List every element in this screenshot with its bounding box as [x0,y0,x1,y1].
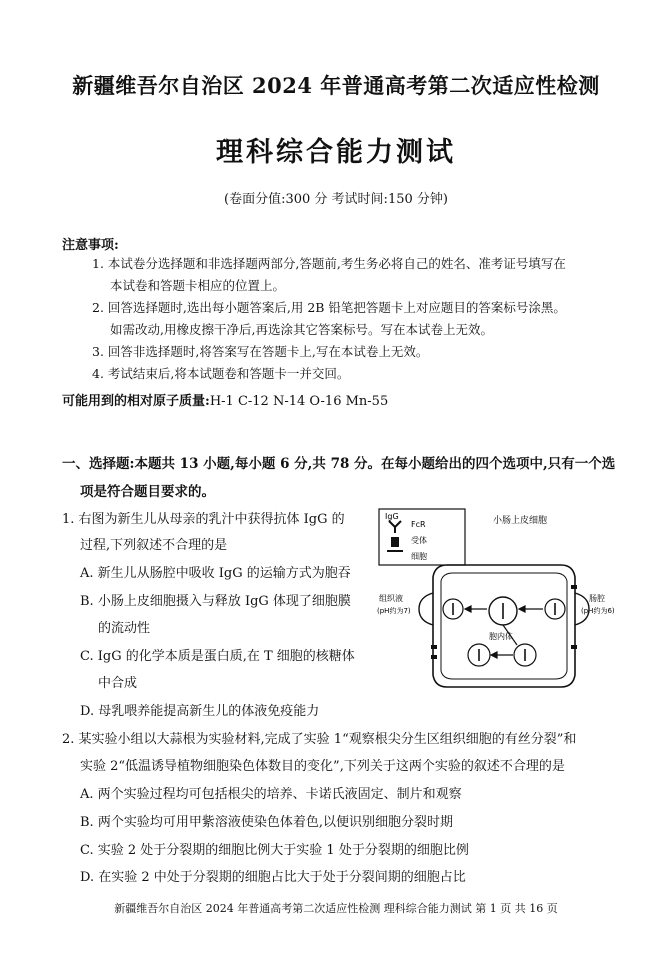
atomic-masses [62,390,388,409]
section-heading: 一、选择题:本题共 13 小题,每小题 6 分,共 78 分。在每小题给出的四个选项中,只有一个选 [62,456,616,472]
tissue-fluid-label: 组织液 [379,594,403,603]
notice-line: 2. 回答选择题时,选出每小题答案后,用 2B 铅笔把答题卡上对应题目的答案标号涂黑。 [92,300,566,315]
cell-label: 小肠上皮细胞 [493,516,548,526]
q1-option-c: C. IgG 的化学本质是蛋白质,在 T 细胞的核糖体 [80,649,355,664]
q1-option-b: B. 小肠上皮细胞摄入与释放 IgG 体现了细胞膜 [80,594,351,609]
q2-stem-cont: 实验 2“低温诱导植物细胞染色体数目的变化”,下列关于这两个实验的叙述不合理的是 [80,759,565,774]
exam-title: 新疆维吾尔自治区 2024 年普通高考第二次适应性检测 [72,73,600,98]
legend-igg: IgG [385,512,399,521]
legend-receptor: 受体 [411,536,427,545]
legend-fcr: FcR [411,520,426,529]
atomic-masses-values: H-1 C-12 N-14 O-16 Mn-55 [209,394,389,409]
q1-option-c-cont: 中合成 [98,676,138,691]
legend-cell: 细胞 [411,552,427,561]
release-vesicle [419,593,433,625]
q1-option-a: A. 新生儿从肠腔中吸收 IgG 的运输方式为胞吞 [80,566,351,581]
notice-line: 如需改动,用橡皮擦干净后,再选涂其它答案标号。写在本试卷上无效。 [110,322,493,337]
q2-option-b: B. 两个实验均可用甲紫溶液使染色体着色,以便识别细胞分裂时期 [80,815,453,830]
q2-option-c: C. 实验 2 处于分裂期的细胞比例大于实验 1 处于分裂期的细胞比例 [80,843,469,858]
exam-info: (卷面分值:300 分 考试时间:150 分钟) [224,192,448,207]
q1-stem: 1. 右图为新生儿从母亲的乳汁中获得抗体 IgG 的 [62,512,345,527]
igg-transport-figure [375,505,630,705]
q1-stem-cont: 过程,下列叙述不合理的是 [80,538,228,553]
notice-line: 4. 考试结束后,将本试题卷和答题卡一并交回。 [92,366,350,381]
q2-option-a: A. 两个实验过程均可包括根尖的培养、卡诺氏液固定、制片和观察 [80,787,462,802]
q1-option-d: D. 母乳喂养能提高新生儿的体液免疫能力 [80,704,320,719]
q1-option-b-cont: 的流动性 [98,621,151,636]
subject-title: 理科综合能力测试 [216,137,456,168]
notice-line: 1. 本试卷分选择题和非选择题两部分,答题前,考生务必将自己的姓名、准考证号填写在 [92,256,566,271]
lumen-label: 肠腔 [589,594,605,603]
notice-line: 本试卷和答题卡相应的位置上。 [110,278,286,293]
receptor-marks [431,585,577,659]
page-footer: 新疆维吾尔自治区 2024 年普通高考第二次适应性检测 理科综合能力测试 第 1 页 共 16 页 [114,902,558,915]
lumen-ph: (pH约为6) [581,607,615,615]
fcr-legend-icon [387,537,403,551]
q2-stem: 2. 某实验小组以大蒜根为实验材料,完成了实验 1“观察根尖分生区组织细胞的有丝分裂”和 [62,732,577,747]
notice-line: 3. 回答非选择题时,将答案写在答题卡上,写在本试卷上无效。 [92,344,429,359]
endosome-label: 胞内体 [489,632,513,641]
atomic-masses-label: 可能用到的相对原子质量: [62,394,210,409]
section-heading-cont: 项是符合题目要求的。 [80,484,215,500]
notice-heading: 注意事项: [62,238,119,253]
tissue-fluid-ph: (pH约为7) [377,607,411,615]
igg-legend-icon [389,521,401,533]
q2-option-d: D. 在实验 2 中处于分裂期的细胞占比大于处于分裂间期的细胞占比 [80,870,466,885]
